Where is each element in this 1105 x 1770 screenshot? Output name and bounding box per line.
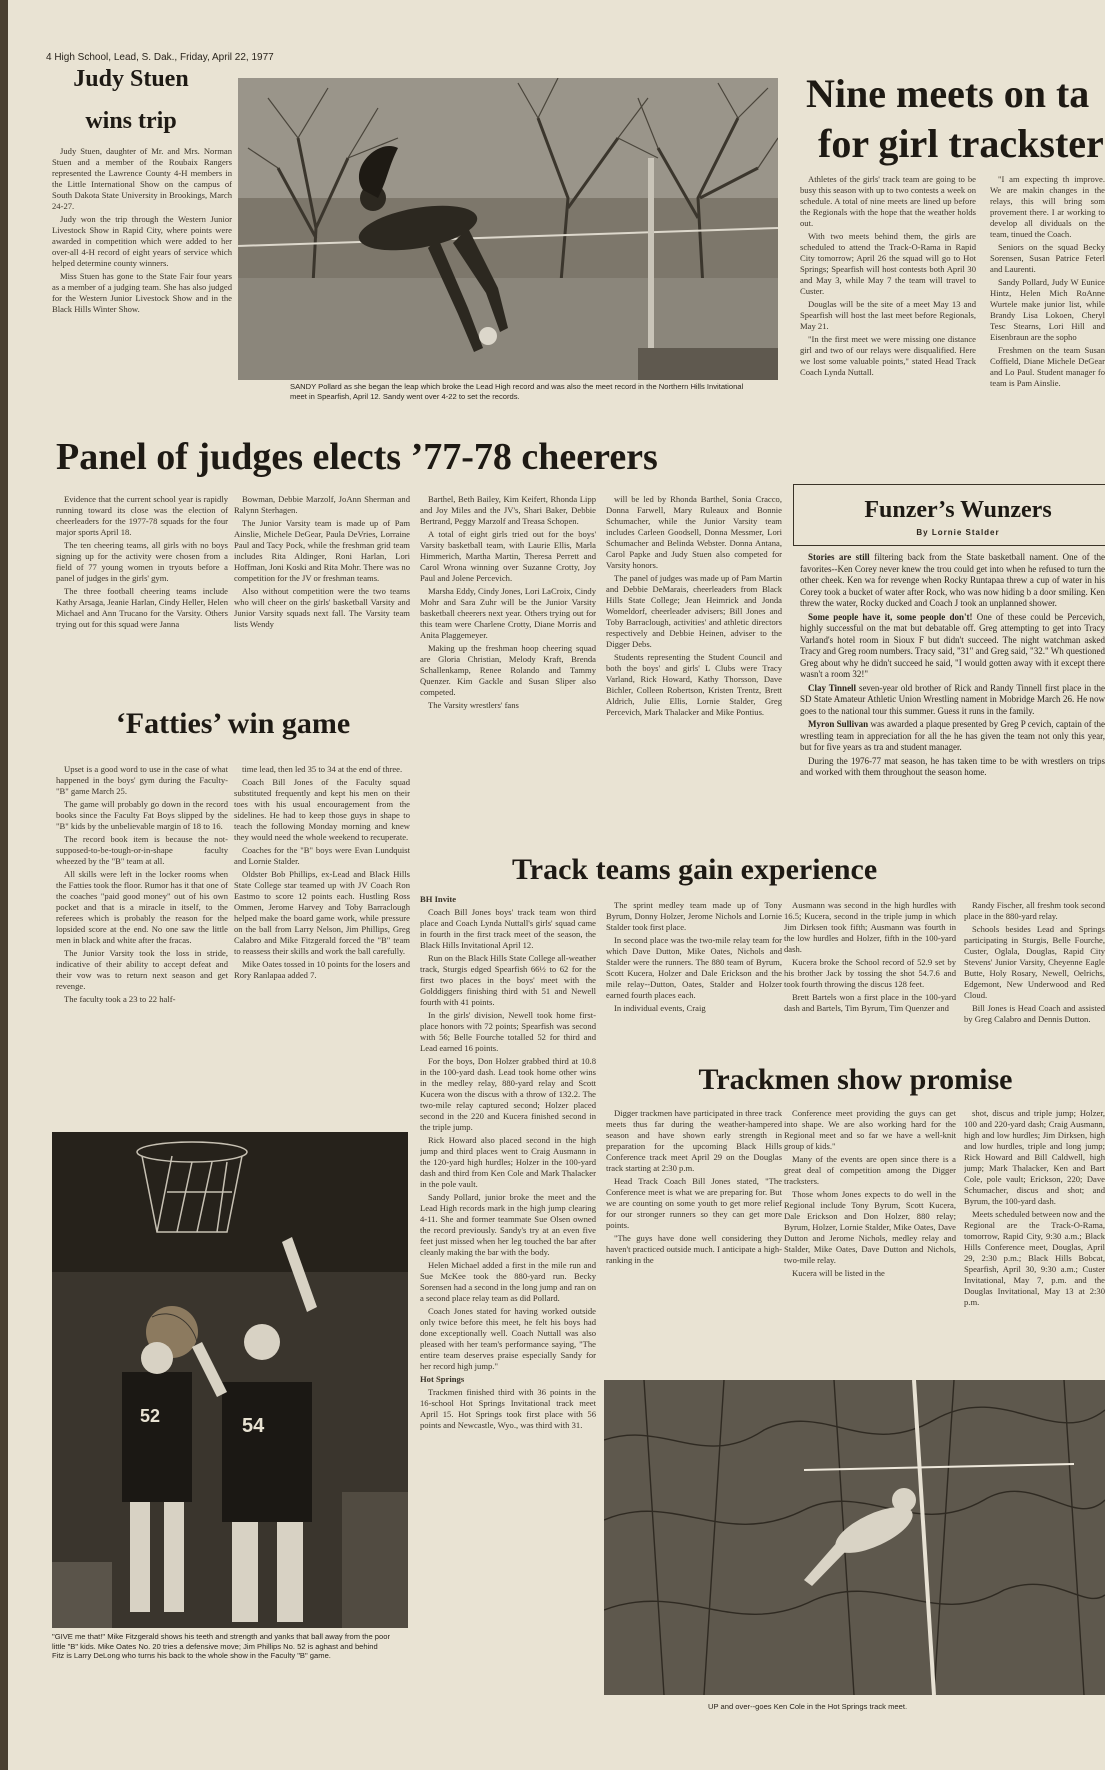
paragraph: The three football cheering teams include Kathy Arsaga, Jeanie Harlan, Cindy Heller, Helen Michael and Ann Trucano for the Varsity. Others trying out for this squad were Janna — [56, 586, 228, 629]
pole-vault-photo — [604, 1380, 1105, 1695]
funzer-column — [800, 552, 1105, 850]
paragraph: The panel of judges was made up of Pam Martin and Debbie DeMarais, cheerleaders from Black Hills State College; Jean Heimrick and Jonda Womeldorf, cheerleader advisers; Bill Jones and Toby Barraclough, activities' and athletic directors respectively and Debbie Heinen, adviser to the Digger Debs. — [606, 573, 782, 649]
funzer-byline: By Lornie Stalder — [916, 528, 1000, 537]
paragraph — [800, 719, 1105, 754]
paragraph: Ausmann was second in the high hurdles with 16.5; Kucera, second in the triple jump in which Jim Dirksen took fifth; Ausmann was fourth in the low hurdles and Holzer, fifth in the 100-yard dash. — [784, 900, 956, 954]
pollard-high-jump-photo — [238, 78, 778, 380]
jersey-number-left: 52 — [140, 1406, 161, 1426]
paragraph-text: One of these could be Percevich, highly successful on the mat but debatable off. Greg attempting to get into Tracy Varland's hotel room in Sioux F but didn't succeed. The night watchman asked Tracy and Greg room numbers. Tracy said, "31" and Greg said, "32." Wh questioned Greg about why he didn't succeed he said, "I would gotten away with it except there wasn't a room 32!" — [800, 611, 1105, 679]
paragraph: Digger trackmen have participated in three track meets thus far during the weather-hampered season and have shown early strength in preparation for the upcoming Black Hills Conference track meet April 29 on the Douglas track starting at 2:30 p.m. — [606, 1108, 782, 1173]
cheerers-col-3 — [420, 494, 596, 848]
paragraph: All skills were left in the locker rooms when the Fatties took the floor. Rumor has it that one of the coaches "paid good money" out of his own pocket and that is a miracle in itself, to the referees which is probably the reason for the lopsided score at the end. No one saw the little men in black and white after the fracas. — [56, 869, 228, 945]
paragraph: The game will probably go down in the record books since the Faculty Fat Boys slipped by the "B" kids by the unbelievable margin of 18 to 16. — [56, 799, 228, 831]
paragraph: Making up the freshman hoop cheering squad are Gloria Christian, Melody Kraft, Brenda Schallenkamp, Renee Rolando and Tammy Quenzer. Kim Gackle and Susan Sliper also competed. — [420, 643, 596, 697]
page-folio: 4 High School, Lead, S. Dak., Friday, April 22, 1977 — [46, 52, 274, 63]
paragraph: Head Track Coach Bill Jones stated, "The Conference meet is what we are preparing for. But we are counting on some youth to get more relief for our stronger runners so they can get more points. — [606, 1176, 782, 1230]
paragraph: Judy Stuen, daughter of Mr. and Mrs. Norman Stuen and a member of the Roubaix Rangers represented the Lawrence County 4-H members in the Little International Show on the campus of South Dakota State University in Brookings, March 24-27. — [52, 146, 232, 211]
paragraph: Oldster Bob Phillips, ex-Lead and Black Hills State College star teamed up with JV Coach Ron Eastmo to score 12 points each. Hustling Ross Ommen, Jerome Harvey and Toby Barraclough helped make the board game work, while pressure on the ball from Larry Nelson, Jim Phillips, Greg Calabro and Mike Fitzgerald forced the "B" team to reassess their skills and work the ball carefully. — [234, 869, 410, 956]
lead-in: Myron Sullivan — [808, 719, 869, 729]
track-col-1 — [420, 894, 596, 1664]
paragraph: Also without competition were the two teams who will cheer on the girls' basketball Varsity and Junior Varsity squads next fall. The Varsity team lists Wendy — [234, 586, 410, 629]
paragraph: Coaches for the "B" boys were Evan Lundquist and Lornie Stalder. — [234, 845, 410, 866]
stuen-story — [52, 146, 232, 422]
paragraph: Bill Jones is Head Coach and assisted by Greg Calabro and Dennis Dutton. — [964, 1003, 1105, 1024]
paragraph: Conference meet providing the guys can get into shape. We are also working hard for the Regional meet and so far we have a well-knit group of kids." — [784, 1108, 956, 1151]
paragraph: Athletes of the girls' track team are going to be busy this season with up to two contests a week on schedule. A total of nine meets are lined up before the Regionals with the hope that the weather holds out. — [800, 174, 976, 228]
basketball-photo — [52, 1132, 408, 1628]
track-headline: Track teams gain experience — [512, 853, 878, 886]
cheerers-col-2 — [234, 494, 410, 704]
paragraph: Rick Howard also placed second in the high jump and third places went to Craig Ausmann in the 120-yard high hurdles; Holzer in the 100-yard dash and third from Ken Cole and Mark Thalacker in the pole vault. — [420, 1135, 596, 1189]
paragraph: Mike Oates tossed in 10 points for the losers and Rory Ranlapaa added 7. — [234, 959, 410, 980]
paragraph: The Junior Varsity team is made up of Pam Ainslie, Michele DeGear, Paula DeVries, Lorraine Paul and Tacy Pock, while the freshman grid team includes Rita Aldinger, Roni Harlan, Lori Hoffman, Joni Koski and Rita Mohr. There was no competition for the JV or freshman teams. — [234, 518, 410, 583]
stuen-headline-2: wins trip — [85, 108, 177, 134]
fatties-headline: ‘Fatties’ win game — [115, 707, 351, 740]
paragraph: Sandy Pollard, junior broke the meet and the Lead High records mark in the high jump clearing 4-11. She and former teammate Sue Olsen owned the record previously. Sandy's try at an even five feet just missed when her leg touched the bar after cleanly making the bar with the body. — [420, 1192, 596, 1257]
nine-meets-headline-2: for girl trackster — [818, 121, 1104, 166]
pollard-high-jump-image — [238, 78, 778, 380]
paragraph: The faculty took a 23 to 22 half- — [64, 994, 176, 1004]
nine-meets-col-2 — [990, 174, 1105, 474]
paragraph: Freshmen on the team Susan Coffield, Diane Michele DeGear and Lo Paul. Student manager fo team is Pam Ainslie. — [990, 345, 1105, 388]
paragraph — [800, 683, 1105, 718]
track-col-2 — [606, 900, 782, 1058]
paragraph: "I am expecting th improve. We are makin changes in the relays, this will bring som provement there. I ar working to develop all dividuals on the team, tinued the Coach. — [990, 174, 1105, 239]
paragraph: Upset is a good word to use in the case of what happened in the boys' gym during the Faculty-"B" game March 25. — [56, 764, 228, 796]
paragraph: Coach Bill Jones of the Faculty squad substituted frequently and kept his men on their toes with his usual encouragement from the sidelines. He had to keep those guys in shape to teach the following Monday morning and knew they would need the whole weekend to recuperate. — [234, 777, 410, 842]
paragraph: In the girls' division, Newell took home first-place honors with 72 points; Spearfish was second with 56; Belle Fourche totalled 52 for third and Lead earned 16 points. — [420, 1010, 596, 1053]
paragraph: Coach Jones stated for having worked outside only twice before this meet, he felt his boys had done exceptionally well. Coach Nuttall was also pleased with her team's performance saying, "The entire team deserves praise especially Sandy for her record high jump." — [420, 1306, 596, 1371]
paragraph: The ten cheering teams, all girls with no boys signing up for the activity were chosen from a field of 77 young women in tryouts before a panel of judges in the girls' gym. — [56, 540, 228, 583]
basketball-image — [52, 1132, 408, 1628]
paragraph — [800, 552, 1105, 610]
paragraph: will be led by Rhonda Barthel, Sonia Cracco, Donna Farwell, Mary Ruleaux and Bonnie Schumacher, while the Junior Varsity team includes Carleen Goodsell, Donna Messmer, Lori Schumacher and Belinda Webster. Donna Antana, Carol Papke and Judy Stuen also competed for Varsity honors. — [606, 494, 782, 570]
paragraph: Students representing the Student Council and both the boys' and girls' L Clubs were Tracy Varland, Rick Howard, Kathy Thorsson, Dave Bichler, Colleen Robertson, Kristen Trentz, Brett Aldrich, Julie Ellis, Lornie Stalder, Greg Percevich, Mark Thalacker and Mike Pontius. — [606, 652, 782, 717]
paragraph: A total of eight girls tried out for the boys' Varsity basketball team, with Laurie Ellis, Marla Himmerich, Martha Martin, Theresa Perrett and Carol Wrona winning over Suzanne Crotty, Joy Paul and Jolene Percevich. — [420, 529, 596, 583]
trackmen-col-1 — [606, 1108, 782, 1372]
paragraph — [800, 612, 1105, 681]
paragraph: Trackmen finished third with 36 points in the 16-school Hot Springs Invitational track meet April 15. Hot Springs took first place with 56 points and Newcastle, Wyo., was third with 31. — [420, 1387, 596, 1430]
jersey-number-right: 54 — [242, 1415, 265, 1437]
paragraph: Seniors on the squad Becky Sorensen, Susan Patrice Feterl and Laurenti. — [990, 242, 1105, 274]
trackmen-col-2 — [784, 1108, 956, 1372]
fatties-col-1 — [56, 764, 228, 1130]
fatties-col-2 — [234, 764, 410, 1130]
paragraph: Douglas will be the site of a meet May 13 and Spearfish will host the last meet before Regionals, May 21. — [800, 299, 976, 331]
subhead: Hot Springs — [420, 1374, 465, 1384]
paragraph: With two meets behind them, the girls are scheduled to attend the Track-O-Rama in Rapid City tomorrow; April 26 the squad will go to Hot Springs; Spearfish will host contests both April 30 and May 3, while May 7 the team will travel to Custer. — [800, 231, 976, 296]
cheerers-col-1 — [56, 494, 228, 704]
cheerers-col-4 — [606, 494, 782, 848]
newspaper-page — [8, 0, 1105, 1770]
paragraph: time lead, then led 35 to 34 at the end of three. — [242, 764, 403, 774]
paragraph-text: During the 1976-77 mat season, he has taken time to be with wrestlers on trips and worked with them throughout the season home. — [800, 755, 1105, 777]
paragraph: Sandy Pollard, Judy W Eunice Hintz, Helen Mich RoAnne Wurtele make junior list, while Brandy Lisa Lokoen, Cheryl Tesc Stearns, Lori Hill and Eisenbraun are the sopho — [990, 277, 1105, 342]
paragraph: The record book item is because the not-supposed-to-be-tough-or-in-shape faculty wheezed by the "B" team at all. — [56, 834, 228, 866]
trackmen-col-3 — [964, 1108, 1105, 1372]
paragraph-text: seven-year old brother of Rick and Randy Tinnell first place in the SD State Amateur Athletic Union Wrestling nament in Mobridge March 26. He now goes to the national tour this summer. Guess it runs in the family. — [800, 682, 1105, 716]
paragraph: For the boys, Don Holzer grabbed third at 10.8 in the 100-yard dash. Lead took home other wins in the medley relay, 880-yard relay and Scott Kucera won the discus with a throw of 132.2. The two-mile relay captured second; Holzer placed second in the 220 and Kucera finished second in the triple jump. — [420, 1056, 596, 1132]
nine-meets-headline-1: Nine meets on ta — [806, 71, 1090, 116]
track-col-4 — [964, 900, 1105, 1058]
paragraph: Marsha Eddy, Cindy Jones, Lori LaCroix, Cindy Mohr and Sara Zuhr will be the Junior Varsity basketball cheerers next year. Others trying out for this team were Charlene Crotty, Diane Morris and Anita Plaggemeyer. — [420, 586, 596, 640]
paragraph: shot, discus and triple jump; Holzer, 100 and 220-yard dash; Craig Ausmann, high and low hurdles; Jim Dirksen, high and low hurdles, triple and long jump; Rick Howard and Bill Caldwell, high jump; Mark Thalacker, Ken and Bart Cole, pole vault; Erickson, 220; Dave Schumacher, discus and shot; and Byrum, the 100-yard dash. — [964, 1108, 1105, 1206]
lead-in: Stories are still — [808, 552, 870, 562]
paragraph: Many of the events are open since there is a great deal of competition among the Digger tracksters. — [784, 1154, 956, 1186]
paragraph-text: filtering back from the State basketball nament. One of the favorites--Ken Corey never knew the trou could get into when he refused to turn the other cheek. Ken wa for revenge when Rocky Runtapaa threw a cup of water in his Corey took a bucket of water after Rock, who was now hiding b a door smiling. Ken threw the water, Rocky ducked and Coach J took an unplanned shower. — [800, 552, 1105, 608]
stuen-headline-1: Judy Stuen — [73, 66, 189, 92]
paragraph: The Varsity wrestlers' fans — [428, 700, 519, 710]
paragraph: In second place was the two-mile relay team for which Dave Dutton, Mike Oates, Nichols and Stalder were the runners. The 880 team of Byrum, Scott Kucera, Holzer and Dale Erickson and the mile relay--Dutton, Oates, Stalder and Holzer earned fourth places each. — [606, 935, 782, 1000]
subhead: BH Invite — [420, 894, 457, 904]
paragraph: In individual events, Craig — [614, 1003, 706, 1013]
paragraph: The Junior Varsity took the loss in stride, indicative of their ability to accept defeat and their vow was to return next season and get revenge. — [56, 948, 228, 991]
trackmen-headline: Trackmen show promise — [698, 1063, 1013, 1096]
paragraph: Run on the Black Hills State College all-weather track, Sturgis edged Spearfish 66½ to 62 for the first two places in the boys' meet with the Golddiggers finishing third with 51 and Newell fourth with 41 points. — [420, 953, 596, 1007]
paragraph: Barthel, Beth Bailey, Kim Keifert, Rhonda Lipp and Joy Miles and the JV's, Shari Baker, Debbie Bertrand, Peggy Marzolf and Treasa Schopen. — [420, 494, 596, 526]
paragraph: Meets scheduled between now and the Regional are the Track-O-Rama, tomorrow, Rapid City, 9:30 a.m.; Black Hills Conference meet, Douglas, April 29, 2:30 p.m.; Black Hills Bobcat, Spearfish, April 30, 9:30 a.m.; Custer Invitational, May 7, p.m. and the Douglas Invitational, May 13 at 2:30 p.m. — [964, 1209, 1105, 1307]
paragraph: "The guys have done well considering they haven't practiced outside much. I anticipate a high-ranking in the — [606, 1233, 782, 1265]
paragraph: Those whom Jones expects to do well in the Regional include Tony Byrum, Scott Kucera, Dale Erickson and Don Holzer, 880 relay; Byrum, Holzer, Lornie Stalder, Mike Oates, Dave Dutton and Jerome Nichols, medley relay and Stalder, Mike Oates, Dave Dutton and Nichols, two-mile relay. — [784, 1189, 956, 1265]
pole-vault-image — [604, 1380, 1105, 1695]
paragraph: Miss Stuen has gone to the State Fair four years as a member of a judging team. She has also judged for the Western Junior Livestock Show and in the Black Hills Winter Show. — [52, 271, 232, 314]
pole-vault-photo-caption: UP and over--goes Ken Cole in the Hot Springs track meet. — [708, 1702, 908, 1711]
track-col-3 — [784, 900, 956, 1058]
lead-in: Some people have it, some people don't! — [808, 611, 973, 622]
paragraph: Evidence that the current school year is rapidly running toward its close was the election of cheerleaders for the 1977-78 squads for the four major sports April 18. — [56, 494, 228, 537]
paragraph: Judy won the trip through the Western Junior Livestock Show in Rapid City, where points were awarded in competition which were added to her over-all 4-H record of eight years of service which helped determine county winners. — [52, 214, 232, 268]
paragraph: Brett Bartels won a first place in the 100-yard dash and Bartels, Tim Byrum, Tim Quenzer and — [784, 992, 956, 1013]
paragraph: "In the first meet we were missing one distance girl and two of our relays were disqualified. Here we lost some valuable points," stated Head Track Coach Lynda Nuttall. — [800, 334, 976, 377]
paragraph: Kucera broke the School record of 52.9 set by his brother Jack by tossing the shot 54.7.6 and took fourth throwing the discus 128 feet. — [784, 957, 956, 989]
cheerers-headline: Panel of judges elects ’77-78 cheerers — [56, 436, 658, 478]
pollard-photo-caption: SANDY Pollard as she began the leap which broke the Lead High record and was also the meet record in the Northern Hills Invitational meet in Spearfish, April 12. Sandy went over 4-22 to set the records. — [290, 382, 744, 401]
basketball-photo-caption: "GIVE me that!" Mike Fitzgerald shows his teeth and strength and yanks that ball away from the poor little "B" kids. Mike Oates No. 20 tries a defensive move; Jim Phillips No. 52 is aghast and behind Fitz is Larry DeLong who turns his back to the whole show in the Faculty "B" game. — [52, 1632, 390, 1660]
paragraph: Schools besides Lead and Springs participating in Sturgis, Belle Fourche, Custer, Oglala, Douglas, Rapid City Stevens' Junior Varsity, Cheyenne Eagle Butte, Holy Rosary, Newell, Oelrichs, Edgemont, New Underwood and Red Cloud. — [964, 924, 1105, 1000]
funzer-headline: Funzer’s Wunzers — [864, 497, 1052, 523]
lead-in: Clay Tinnell — [808, 682, 857, 693]
paragraph: Bowman, Debbie Marzolf, JoAnn Sherman and Ralynn Sterhagen. — [234, 494, 410, 515]
paragraph: Coach Bill Jones boys' track team won third place and Coach Lynda Nuttall's girls' squad came in fourth in the first track meet of the season, the Black Hills Invitational April 12. — [420, 907, 596, 950]
nine-meets-col-1 — [800, 174, 976, 474]
paragraph: Kucera will be listed in the — [792, 1268, 885, 1278]
paragraph — [800, 756, 1105, 779]
paragraph: The sprint medley team made up of Tony Byrum, Donny Holzer, Jerome Nichols and Lornie Stalder took first place. — [606, 900, 782, 932]
paragraph-text: was awarded a plaque presented by Greg P cevich, captain of the wrestling team in appreciation for all the he has given the team not only this year, but for five years as tra and student manager. — [800, 719, 1105, 752]
paragraph: Randy Fischer, all freshm took second place in the 880-yard relay. — [964, 900, 1105, 921]
paragraph: Helen Michael added a first in the mile run and Sue McKee took the 880-yard run. Becky Sorensen had a second in the long jump and ran on a second place relay team as did Pollard. — [420, 1260, 596, 1303]
